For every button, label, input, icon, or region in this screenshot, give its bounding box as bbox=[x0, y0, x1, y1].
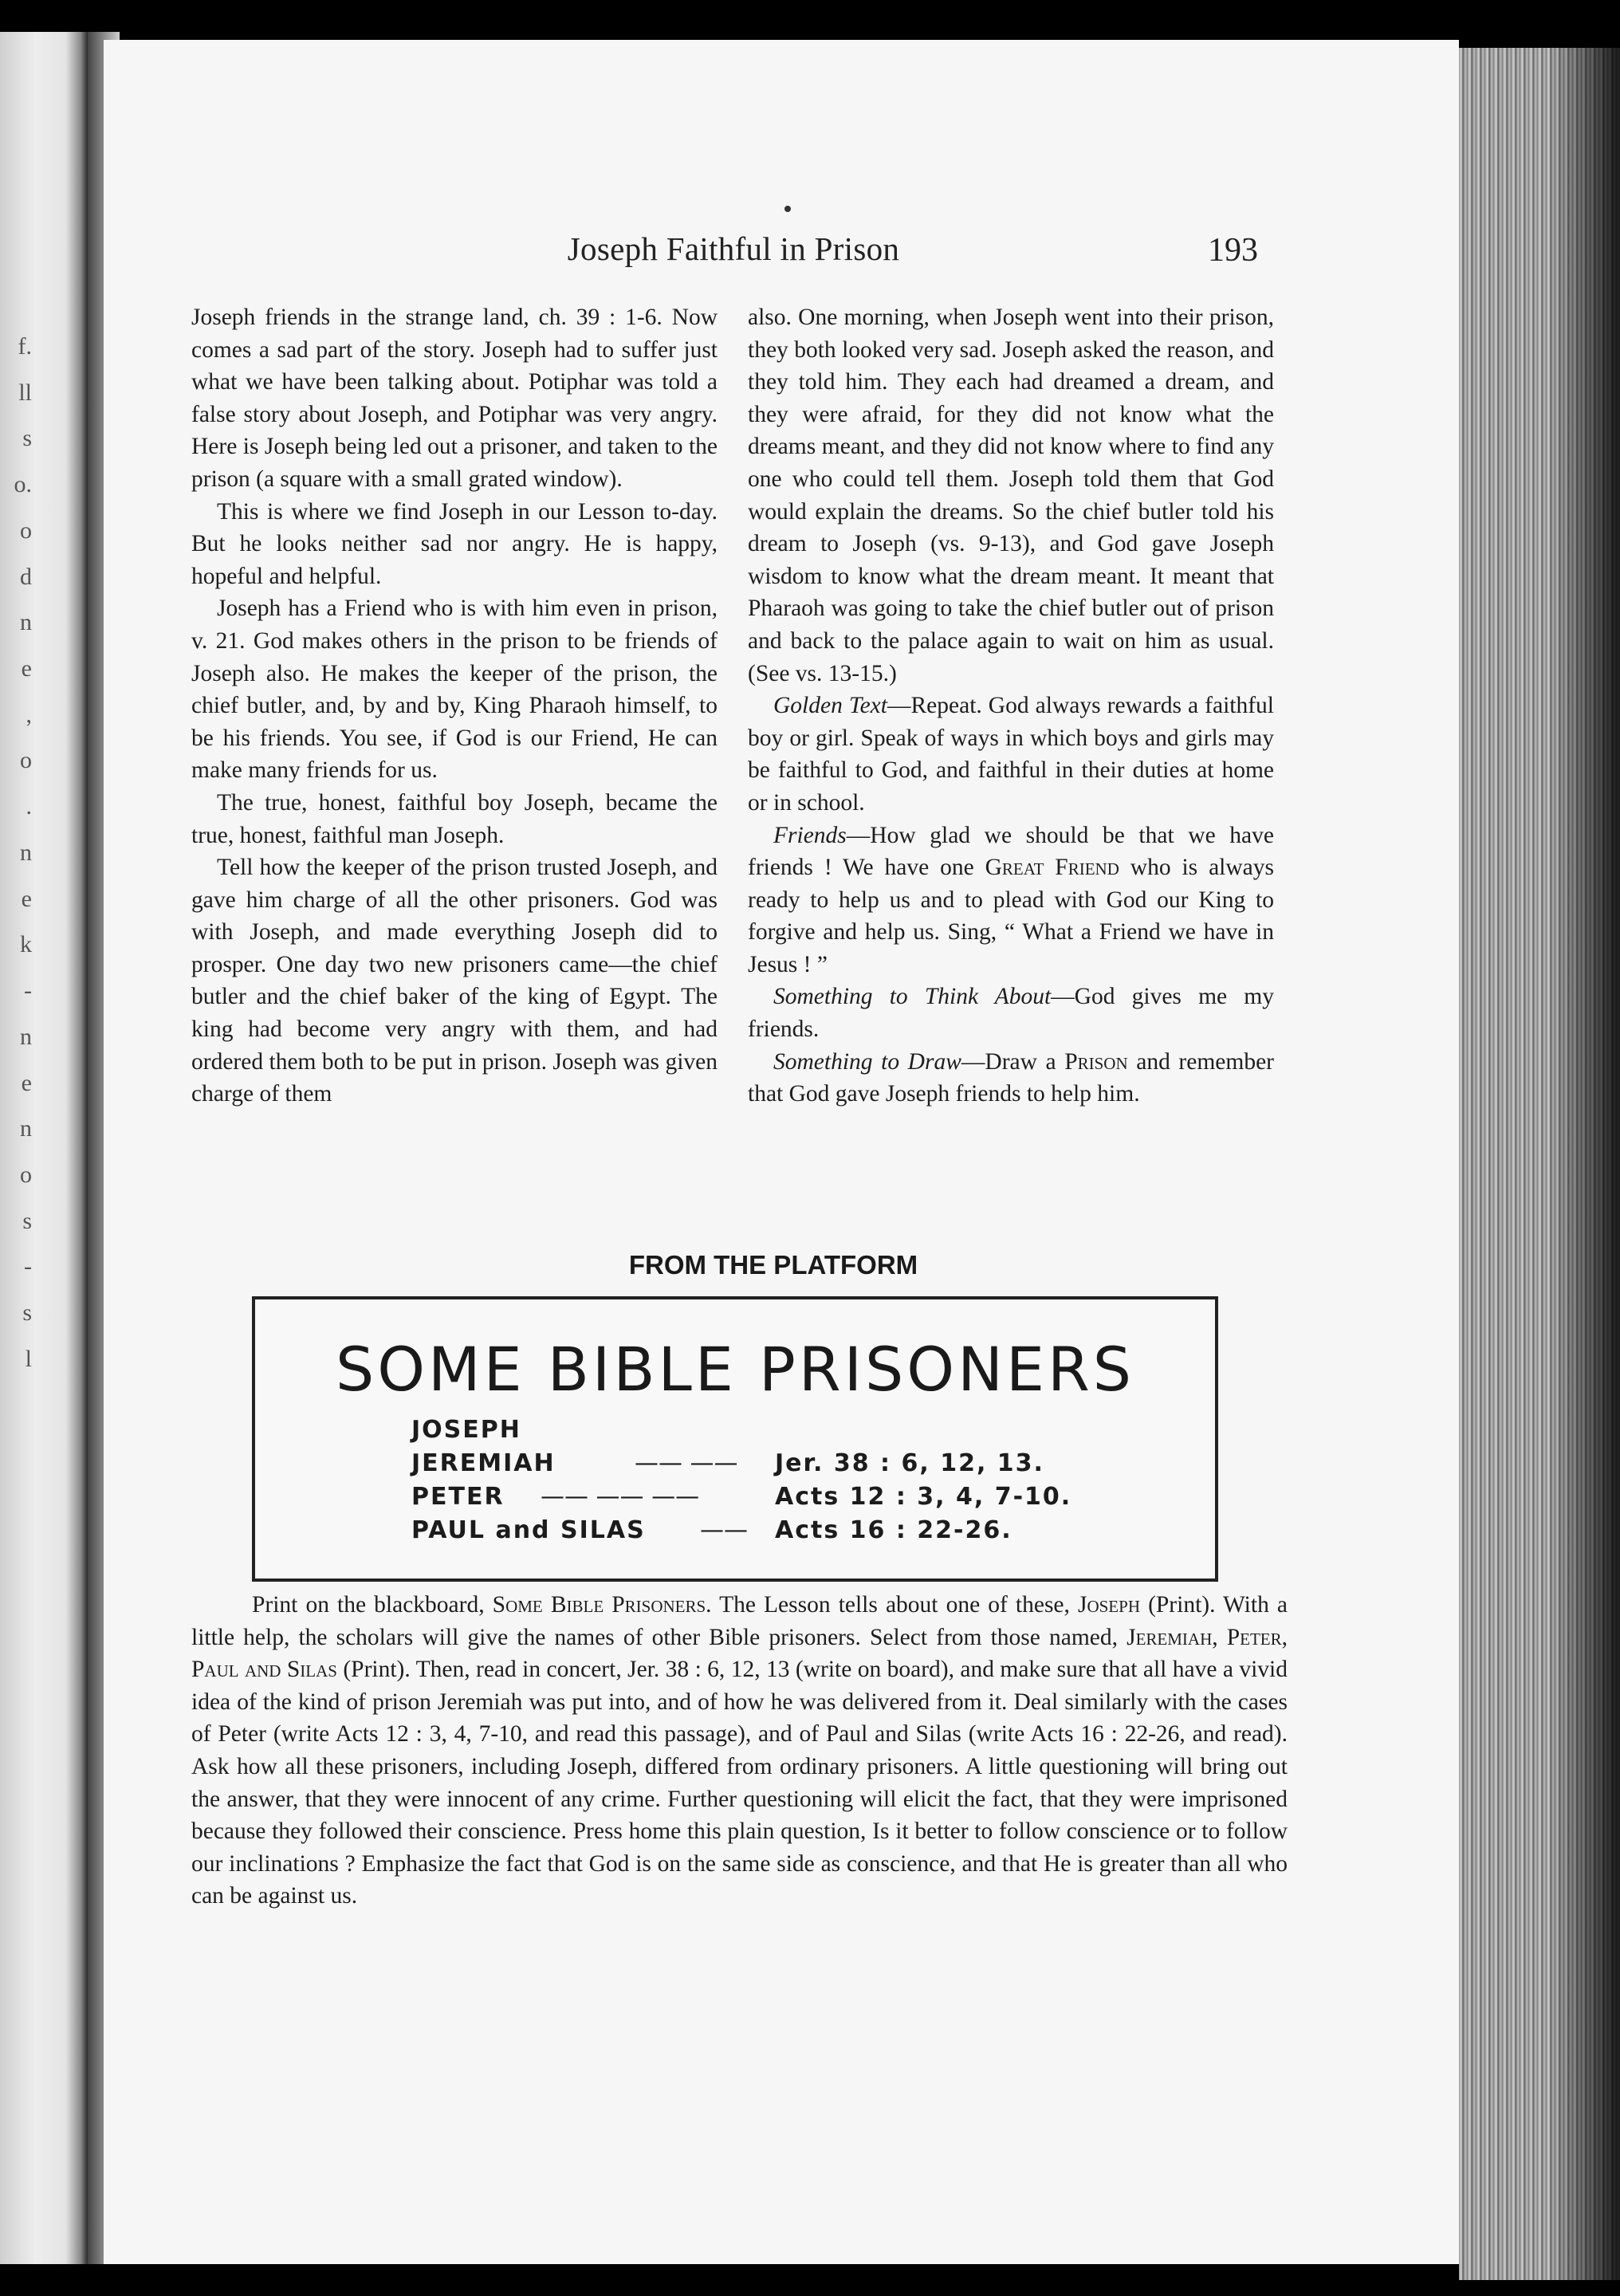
golden-text-body: —Repeat. God always rewards a faithful boy or girl. Speak of ways in which boys and girls may be faithful to God, and faithful in their duties at home or in school. bbox=[748, 693, 1274, 816]
small-caps-run: Some Bible Prisoners bbox=[492, 1592, 706, 1618]
prisoner-name: JEREMIAH bbox=[411, 1449, 556, 1477]
friends-label: Friends bbox=[773, 822, 847, 848]
margin-mark: o bbox=[20, 1161, 32, 1188]
margin-mark: s bbox=[22, 1299, 32, 1327]
margin-mark: e bbox=[21, 885, 32, 912]
prisoner-row bbox=[411, 1449, 1129, 1483]
prisoner-list bbox=[411, 1416, 1129, 1550]
prisoner-dashes: —— —— —— bbox=[541, 1483, 700, 1511]
paragraph: Joseph friends in the strange land, ch. 39 : 1-6. Now comes a sad part of the story. Joseph had to suffer just what we have been talking about. Potiphar was told a false story about Joseph, and Potiphar was very angry. Here is Joseph being led out a prisoner, and taken to the prison (a square with a small grated window). bbox=[191, 305, 718, 492]
prisoner-row bbox=[411, 1516, 1129, 1550]
margin-mark: k bbox=[20, 931, 32, 958]
instructions-paragraph bbox=[191, 1589, 1288, 1913]
prisoner-name: PAUL and SILAS bbox=[411, 1516, 646, 1544]
golden-text-paragraph bbox=[748, 690, 1274, 819]
right-column bbox=[748, 301, 1274, 1111]
draw-body-end: and remember that God gave Joseph friends to help him. bbox=[748, 1048, 1274, 1107]
paragraph: also. One morning, when Joseph went into their prison, they both looked very sad. Joseph asked the reason, and they told him. They each had dreamed a dream, and they were afraid, for they did not know what the dreams meant, and they did not know where to find any one who could tell them. Joseph told them that God would explain the dreams. So the chief butler told his dream to Joseph (vs. 9-13), and God gave Joseph wisdom to know what the dream meant. It meant that Pharaoh was going to take the chief butler out of prison and back to the palace again to wait on him as usual. (See vs. 13-15.) bbox=[748, 305, 1274, 686]
margin-mark: s bbox=[22, 1207, 32, 1234]
great-friend: Great Friend bbox=[985, 855, 1119, 881]
margin-mark: o. bbox=[14, 471, 32, 498]
draw-paragraph bbox=[748, 1046, 1274, 1111]
paragraph: Joseph has a Friend who is with him even in prison, v. 21. God makes others in the prison to be friends of Joseph also. He makes the keeper of the prison, the chief butler, and, by and by, King Pharaoh himself, to be his friends. You see, if God is our Friend, He can make many friends for us. bbox=[191, 596, 718, 784]
margin-mark: e bbox=[21, 655, 32, 682]
paragraph: Tell how the keeper of the prison trusted Joseph, and gave him charge of all the other prisoners. God was with Joseph, and made everything Joseph did to prosper. One day two new prisoners came—the chief butler and the chief baker of the king of Egypt. The king had become very angry with them, and had ordered them both to be put in prison. Joseph was given charge of them bbox=[191, 855, 718, 1107]
draw-label: Something to Draw bbox=[773, 1048, 961, 1075]
margin-mark: s bbox=[22, 425, 32, 452]
running-head: Joseph Faithful in Prison bbox=[567, 230, 900, 267]
margin-mark: - bbox=[24, 1253, 32, 1280]
small-caps-run: Joseph bbox=[1077, 1592, 1140, 1618]
think-label: Something to Think About bbox=[773, 984, 1052, 1010]
prisoner-name: PETER bbox=[411, 1483, 505, 1511]
left-column bbox=[191, 301, 718, 1111]
box-title: SOME BIBLE PRISONERS bbox=[335, 1334, 1135, 1405]
think-paragraph bbox=[748, 981, 1274, 1045]
margin-mark: n bbox=[20, 1115, 32, 1142]
text-run: (Print). Then, read in concert, Jer. 38 : 6, 12, 13 (write on board), and make sure that all have a vivid idea of the kind of prison Jeremiah was put into, and of how he was delivered from it. Deal similarly with the cases of Peter (write Acts 12 : 3, 4, 7-10, and read this passage), and of Paul and Silas (write Acts 16 : 22-26, and read). Ask how all these prisoners, including Joseph, differed from ordinary prisoners. A little questioning will bring out the answer, that they were innocent of any crime. Further questioning will elicit the fact, that they were imprisoned because they followed their conscience. Press home this plain question, Is it better to follow conscience or to follow our inclinations ? Emphasize the fact that God is on the same side as conscience, and that He is greater than all who can be against us. bbox=[191, 1657, 1288, 1909]
text-run: Print on the blackboard, bbox=[252, 1592, 493, 1618]
margin-mark: n bbox=[20, 1023, 32, 1050]
prisoner-dashes: —— —— bbox=[635, 1449, 738, 1477]
draw-body: —Draw a bbox=[961, 1048, 1065, 1075]
golden-text-label: Golden Text bbox=[773, 693, 887, 719]
platform-heading: FROM THE PLATFORM bbox=[628, 1250, 918, 1280]
prisoner-row bbox=[411, 1416, 1129, 1449]
margin-mark: f. bbox=[18, 333, 32, 360]
margin-mark: - bbox=[24, 977, 32, 1005]
prisoner-ref: Jer. 38 : 6, 12, 13. bbox=[775, 1449, 1044, 1477]
blackboard-box bbox=[252, 1296, 1218, 1582]
prisoner-ref: Acts 16 : 22-26. bbox=[775, 1516, 1012, 1544]
page-number: 193 bbox=[1208, 232, 1258, 269]
margin-mark: e bbox=[21, 1069, 32, 1096]
friends-paragraph bbox=[748, 820, 1274, 981]
margin-mark: o bbox=[20, 517, 32, 544]
prisoner-name: JOSEPH bbox=[411, 1416, 521, 1444]
friends-body: —How glad we should be that we have friends ! We have one bbox=[748, 822, 1274, 881]
margin-mark: d bbox=[20, 563, 32, 590]
prisoner-ref: Acts 12 : 3, 4, 7-10. bbox=[775, 1483, 1072, 1511]
margin-mark: o bbox=[20, 747, 32, 774]
margin-mark: n bbox=[20, 609, 32, 636]
paragraph: This is where we find Joseph in our Lesson to-day. But he looks neither sad nor angry. He is happy, hopeful and helpful. bbox=[191, 498, 718, 589]
text-run: . The Lesson tells about one of these, bbox=[706, 1592, 1078, 1618]
left-page-sliver bbox=[0, 32, 88, 2264]
friends-body-end: who is always ready to help us and to plead with God our King to forgive and help us. Sing, “ What a Friend we have in Jesus ! ” bbox=[748, 855, 1274, 977]
print-speck bbox=[784, 206, 791, 212]
left-margin-marks bbox=[0, 335, 35, 1371]
margin-mark: n bbox=[20, 839, 32, 866]
instructions bbox=[191, 1589, 1288, 1913]
margin-mark: , bbox=[26, 701, 32, 728]
small-caps-run: Jeremiah, Peter, Paul and Silas bbox=[191, 1624, 1288, 1683]
prisoner-row bbox=[411, 1483, 1129, 1516]
book-page-edges bbox=[1459, 48, 1620, 2280]
paragraph: The true, honest, faithful boy Joseph, became the true, honest, faithful man Joseph. bbox=[191, 789, 718, 848]
margin-mark: ll bbox=[18, 379, 32, 406]
margin-mark: . bbox=[26, 793, 32, 820]
draw-prison: Prison bbox=[1064, 1048, 1128, 1075]
text-run: (Print). With a little help, the scholars will give the names of other Bible prisoners. Select from those named, bbox=[191, 1592, 1288, 1650]
think-body: —God gives me my friends. bbox=[748, 984, 1274, 1043]
prisoner-dashes: —— bbox=[700, 1516, 748, 1544]
margin-mark: l bbox=[25, 1345, 32, 1372]
